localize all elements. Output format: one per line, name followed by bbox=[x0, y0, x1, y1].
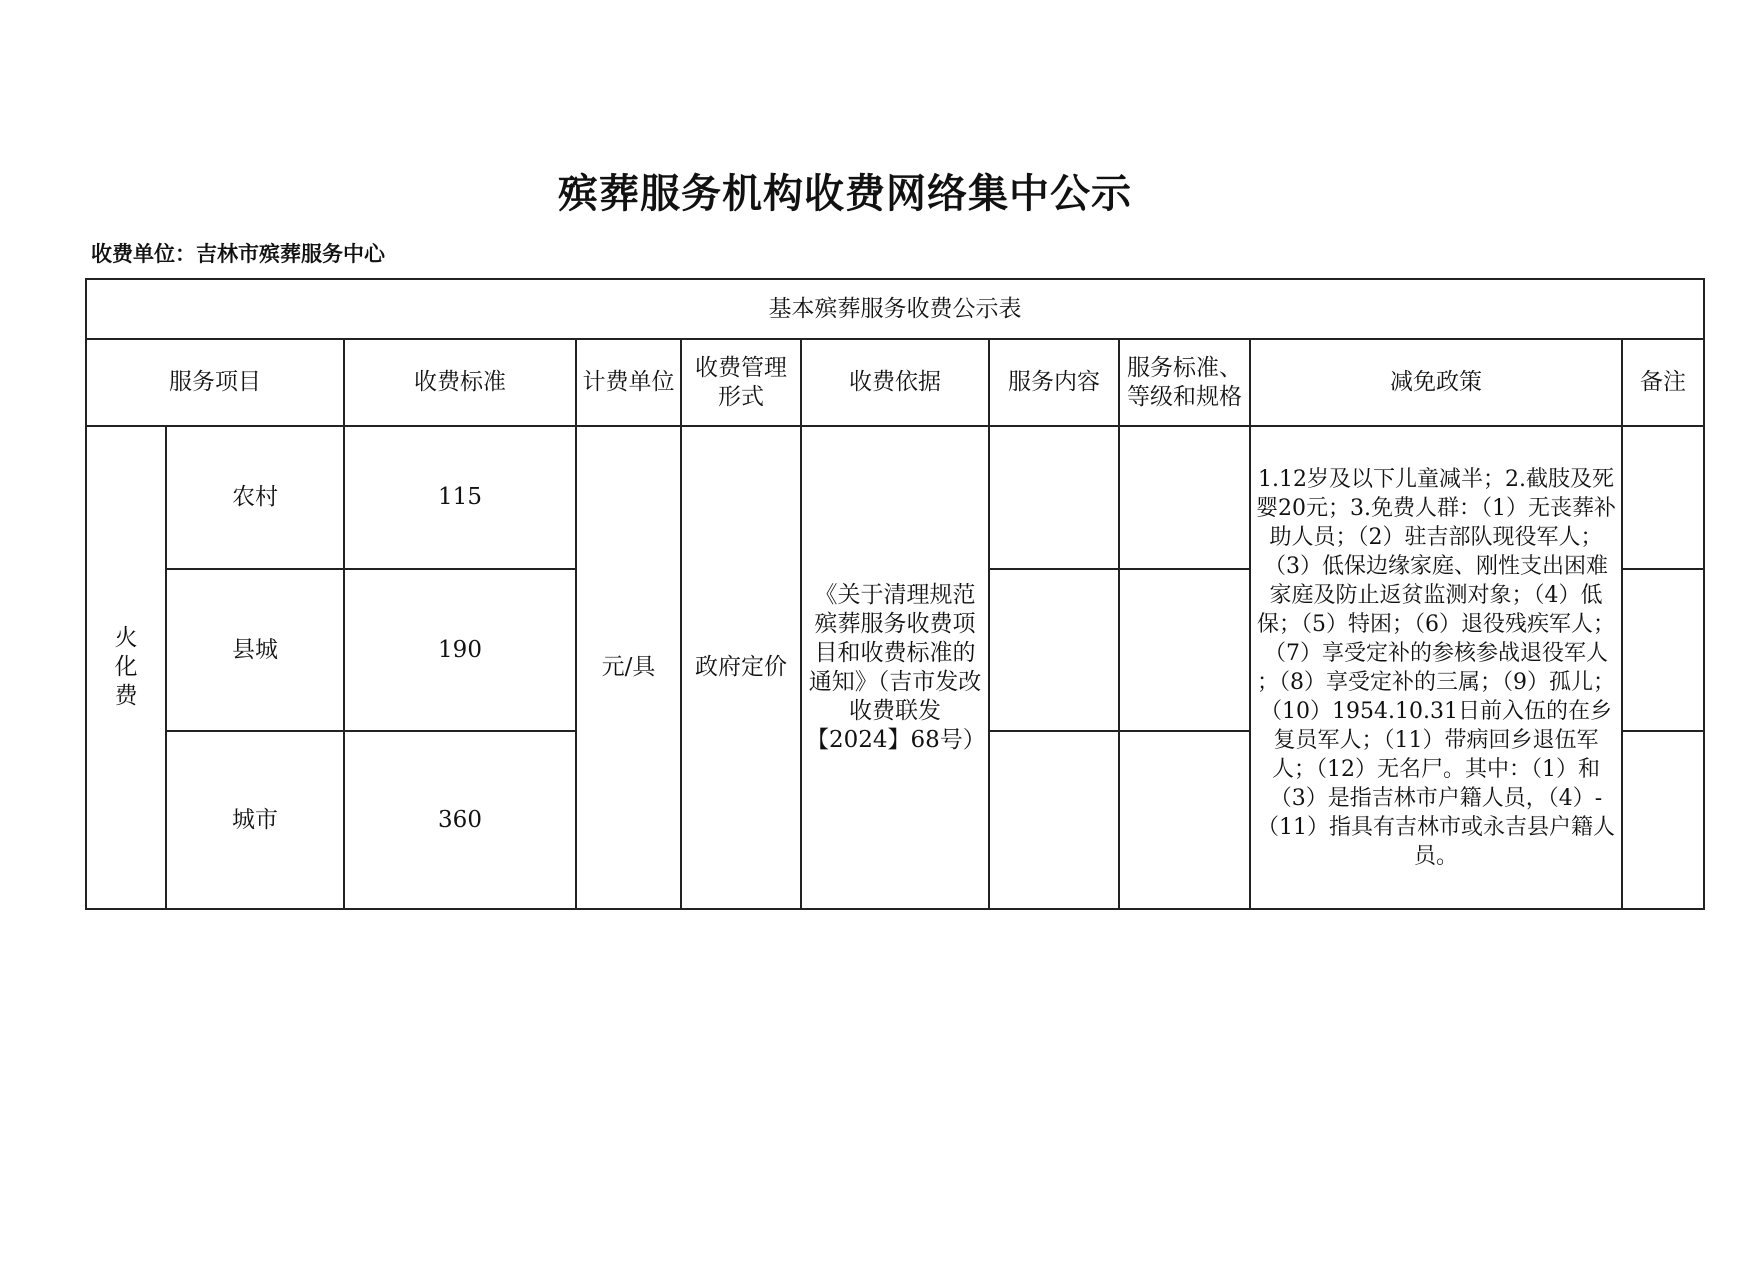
table-row bbox=[86, 426, 1704, 569]
header-service-level bbox=[1119, 339, 1250, 426]
header-service-item: 服务项目 bbox=[86, 339, 344, 426]
service-content-cell bbox=[989, 731, 1119, 909]
page-title: 殡葬服务机构收费网络集中公示 bbox=[558, 171, 1132, 217]
category-char: 费 bbox=[114, 683, 138, 709]
fee-cell: 190 bbox=[344, 569, 576, 731]
service-level-cell bbox=[1119, 569, 1250, 731]
reduction-policy-cell: 1.12岁及以下儿童减半；2.截肢及死婴20元；3.免费人群：（1）无丧葬补助人员；（2）驻吉部队现役军人；（3）低保边缘家庭、刚性支出困难家庭及防止返贫监测对象；（4）低保；（5）特困；（6）退役残疾军人；（7）享受定补的参核参战退役军人 ；（8）享受定补的三属；（9）孤儿；（10）1954.10.31日前入伍的在乡复员军人；（11）带病回乡退伍军人；（12）无名尸。其中：（1）和（3）是指吉林市户籍人员，（4）-（11）指具有吉林市或永吉县户籍人员。 bbox=[1250, 426, 1622, 909]
remarks-cell bbox=[1622, 569, 1704, 731]
billing-unit-cell: 元/具 bbox=[576, 426, 681, 909]
header-management-form-line2: 形式 bbox=[718, 383, 764, 410]
remarks-cell bbox=[1622, 731, 1704, 909]
header-management-form bbox=[681, 339, 801, 426]
header-service-content: 服务内容 bbox=[989, 339, 1119, 426]
category-char: 火 bbox=[114, 625, 138, 651]
management-form-cell: 政府定价 bbox=[681, 426, 801, 909]
category-cremation-fee bbox=[86, 426, 166, 909]
header-fee-standard: 收费标准 bbox=[344, 339, 576, 426]
fee-cell: 115 bbox=[344, 426, 576, 569]
header-management-form-line1: 收费管理 bbox=[695, 354, 787, 381]
service-level-cell bbox=[1119, 426, 1250, 569]
fee-disclosure-table bbox=[85, 278, 1705, 910]
header-remarks: 备注 bbox=[1622, 339, 1704, 426]
remarks-cell bbox=[1622, 426, 1704, 569]
fee-unit-line bbox=[91, 239, 385, 269]
area-cell: 农村 bbox=[166, 426, 344, 569]
header-service-level-line1: 服务标准、 bbox=[1127, 354, 1242, 381]
fee-unit-name: 吉林市殡葬服务中心 bbox=[196, 242, 385, 266]
fee-unit-label: 收费单位： bbox=[91, 242, 196, 266]
fee-basis-cell: 《关于清理规范殡葬服务收费项目和收费标准的通知》（吉市发改收费联发【2024】68号） bbox=[801, 426, 989, 909]
area-cell: 城市 bbox=[166, 731, 344, 909]
header-service-level-line2: 等级和规格 bbox=[1127, 383, 1242, 410]
service-content-cell bbox=[989, 426, 1119, 569]
header-reduction-policy: 减免政策 bbox=[1250, 339, 1622, 426]
service-content-cell bbox=[989, 569, 1119, 731]
fee-cell: 360 bbox=[344, 731, 576, 909]
header-billing-unit: 计费单位 bbox=[576, 339, 681, 426]
header-fee-basis: 收费依据 bbox=[801, 339, 989, 426]
table-caption: 基本殡葬服务收费公示表 bbox=[86, 279, 1704, 339]
category-char: 化 bbox=[114, 654, 138, 680]
service-level-cell bbox=[1119, 731, 1250, 909]
area-cell: 县城 bbox=[166, 569, 344, 731]
